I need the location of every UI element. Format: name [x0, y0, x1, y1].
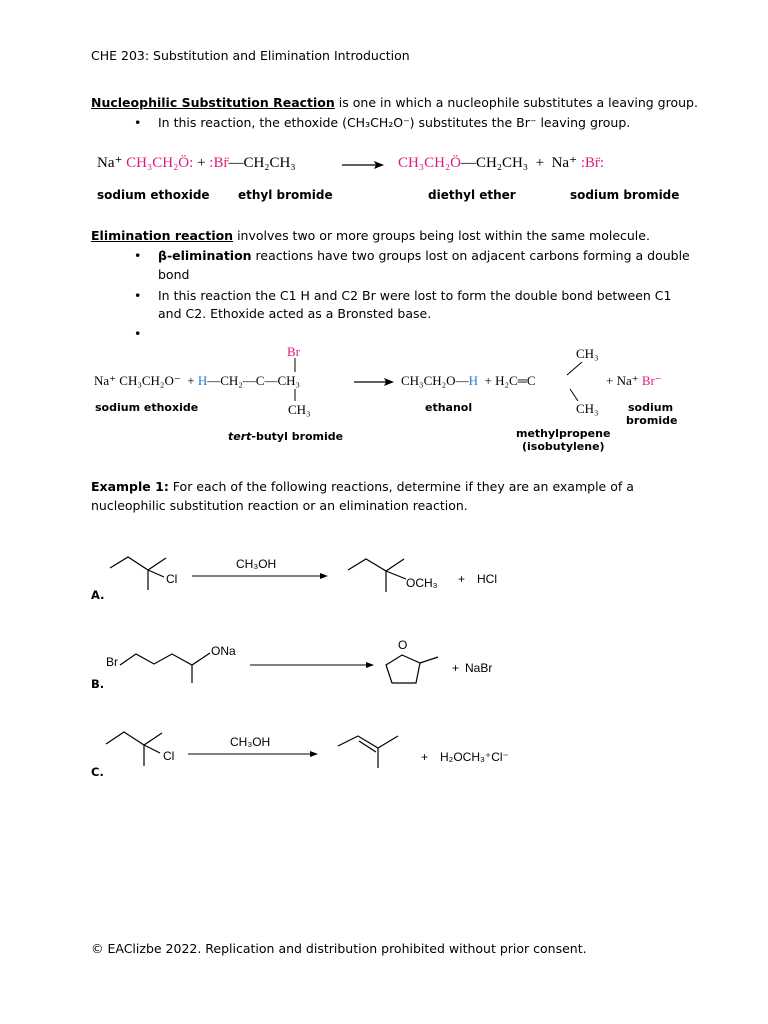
- eq1-label-ethoxide: sodium ethoxide: [97, 188, 210, 202]
- eq2-alkene: H₂C═C: [495, 373, 536, 388]
- eq2-h: H: [197, 373, 208, 388]
- eq2-alkene-ch3-bottom: CH₃: [576, 401, 599, 416]
- reaction-b-plus: +: [452, 661, 460, 675]
- reaction-b-letter: B.: [91, 677, 105, 691]
- eq2-plus3: +: [606, 373, 614, 388]
- eq2-na: Na⁺: [94, 373, 117, 388]
- reaction-a-och3: OCH₃: [406, 576, 438, 590]
- reaction-b-nabr: NaBr: [465, 661, 493, 675]
- reaction-b-br: Br: [106, 655, 118, 669]
- eq1-brchain: —CH₂CH₃: [228, 155, 296, 171]
- reaction-c-reactant-skeleton: [98, 726, 188, 771]
- elimination-bullet-1: [158, 247, 690, 265]
- eq1-label-ether: diethyl ether: [428, 188, 516, 202]
- reaction-a-product-skeleton: [340, 550, 435, 600]
- reaction-c-letter: C.: [91, 765, 104, 779]
- eq2-label-ethoxide: sodium ethoxide: [95, 401, 199, 414]
- eq2-ethanol-h: H: [468, 373, 478, 388]
- eq2-ethoxide: CH₃CH₂O⁻: [119, 373, 181, 388]
- reaction-c-product2: H₂OCH₃⁺Cl⁻: [440, 750, 509, 764]
- eq2-label-tert: tert: [228, 430, 252, 443]
- eq2-reactants: [94, 373, 300, 389]
- eq1-products: [398, 153, 604, 172]
- page-title: CHE 203: Substitution and Elimination Introduction: [91, 48, 410, 63]
- eq2-products: [401, 373, 536, 389]
- elimination-definition-text: involves two or more groups being lost within the same molecule.: [233, 228, 650, 243]
- eq2-label-nabr-2: bromide: [626, 414, 678, 427]
- eq2-br2: Br⁻: [641, 373, 662, 388]
- eq2-label-nabr-1: sodium: [628, 401, 674, 414]
- eq2-plus2: +: [484, 373, 492, 388]
- eq1-na: Na⁺: [97, 155, 123, 171]
- eq1-ether-right: —CH₂CH₃: [460, 155, 529, 171]
- eq1-ether-left: CH₃CH₂Ö: [398, 155, 461, 171]
- eq2-chain: —CH₂—C—CH₃: [207, 373, 301, 388]
- eq2-label-tbutyl-rest: -butyl bromide: [251, 430, 344, 443]
- beta-elimination-term: β-elimination: [158, 248, 252, 263]
- eq2-label-ethanol: ethanol: [425, 401, 473, 414]
- reaction-c-cl: Cl: [163, 749, 175, 763]
- reaction-a-hcl: HCl: [477, 572, 497, 586]
- beta-elimination-text: reactions have two groups lost on adjacent carbons forming a double: [251, 248, 690, 263]
- reaction-b-thf-ring: [380, 645, 450, 690]
- eq2-ethanol-left: CH₃CH₂O—: [401, 373, 469, 388]
- elimination-definition: [91, 227, 650, 245]
- reaction-b-ona: ONa: [211, 644, 236, 658]
- eq1-label-nabr: sodium bromide: [570, 188, 680, 202]
- eq1-ethoxide: CH₃CH₂Ö:: [126, 155, 194, 171]
- eq2-nabr: [606, 373, 662, 389]
- substitution-term: Nucleophilic Substitution Reaction: [91, 95, 335, 110]
- eq1-label-bromide: ethyl bromide: [238, 188, 333, 202]
- example-intro-line1: [91, 478, 634, 496]
- reaction-c-arrow: [186, 749, 321, 759]
- eq1-br2: :Br̈:: [580, 155, 605, 171]
- eq2-label-tbutyl: [228, 430, 343, 443]
- elimination-bullet-2-line2: and C2. Ethoxide acted as a Bronsted base.: [158, 306, 432, 321]
- substitution-bullet: • In this reaction, the ethoxide (CH₃CH₂O⁻) substitutes the Br⁻ leaving group.: [158, 114, 630, 132]
- example-title: Example 1:: [91, 479, 169, 494]
- reaction-b-reactant-skeleton: [118, 645, 218, 685]
- eq1-reaction-arrow: [340, 159, 386, 171]
- reaction-a-arrow: [190, 571, 330, 581]
- eq2-ch3-bond: [294, 389, 298, 403]
- reaction-b-arrow: [248, 660, 378, 670]
- reaction-b-o: O: [398, 638, 408, 652]
- reaction-a-letter: A.: [91, 588, 105, 602]
- eq1-br: :Br̈: [209, 155, 229, 171]
- reaction-a-plus: +: [458, 572, 466, 586]
- eq1-reaction: [97, 153, 296, 172]
- eq2-na2: Na⁺: [616, 373, 639, 388]
- elimination-term: Elimination reaction: [91, 228, 234, 243]
- elimination-bullet-2-line1: • In this reaction the C1 H and C2 Br were lost to form the double bond between C1: [158, 287, 672, 305]
- eq1-na2: Na⁺: [551, 155, 577, 171]
- substitution-definition: [91, 94, 698, 112]
- eq2-alkene-ch3-top: CH₃: [576, 346, 599, 361]
- eq1-plus2: +: [535, 155, 545, 171]
- eq1-plus1: +: [197, 155, 206, 171]
- footer-copyright: © EAClizbe 2022. Replication and distribution prohibited without prior consent.: [91, 941, 587, 956]
- reaction-c-reagent: CH₃OH: [230, 735, 271, 749]
- eq2-alkene-bond-top: [560, 362, 590, 376]
- example-intro-line2: nucleophilic substitution reaction or an elimination reaction.: [91, 498, 468, 513]
- eq2-label-isobutylene: (isobutylene): [522, 440, 605, 453]
- substitution-definition-text: is one in which a nucleophile substitutes a leaving group.: [334, 95, 698, 110]
- reaction-c-plus: +: [421, 750, 429, 764]
- reaction-c-product-alkene: [334, 728, 409, 773]
- reaction-a-cl: Cl: [166, 572, 178, 586]
- example-text1: For each of the following reactions, determine if they are an example of a: [168, 479, 634, 494]
- eq2-ch3-bottom: CH₃: [288, 402, 311, 417]
- eq2-plus1: +: [187, 373, 195, 388]
- eq2-label-methylpropene: methylpropene: [516, 427, 611, 440]
- eq2-reaction-arrow: [352, 376, 396, 388]
- reaction-a-reagent: CH₃OH: [236, 557, 277, 571]
- eq2-br-top: Br: [287, 344, 300, 359]
- elimination-bullet-1-line2: bond: [158, 267, 190, 282]
